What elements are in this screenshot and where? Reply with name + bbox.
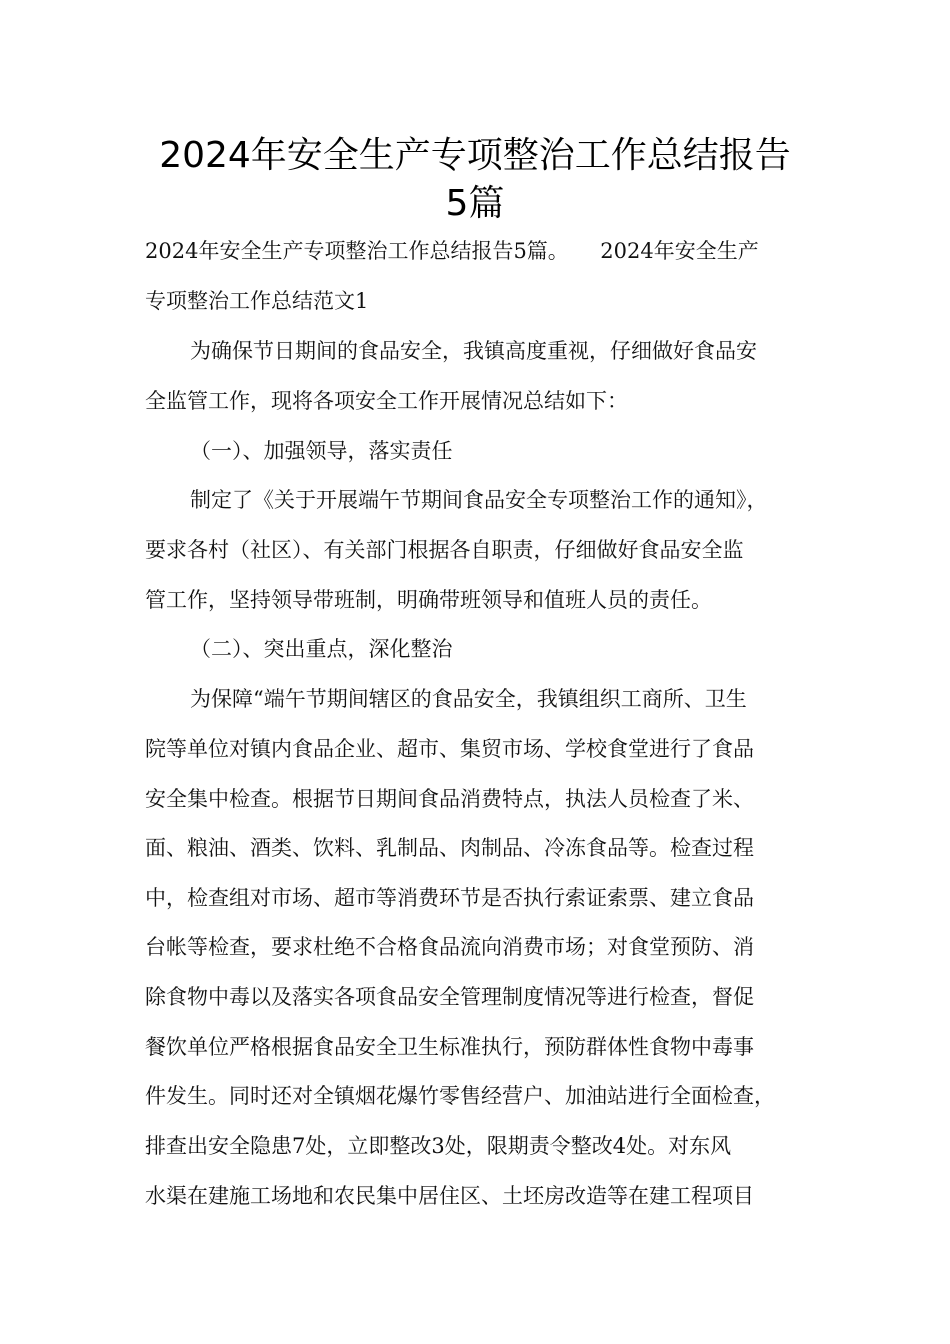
body-line: 排查出安全隐患7处，立即整改3处，限期责令整改4处。对东风 xyxy=(145,1134,732,1158)
body-line-intro-1: 2024年安全生产专项整治工作总结报告5篇。 2024年安全生产 xyxy=(145,239,759,263)
body-line: 管工作，坚持领导带班制，明确带班领导和值班人员的责任。 xyxy=(145,588,712,612)
body-line: 全监管工作，现将各项安全工作开展情况总结如下： xyxy=(145,389,628,413)
body-line: 台帐等检查，要求杜绝不合格食品流向消费市场；对食堂预防、消 xyxy=(145,935,754,959)
body-line: 件发生。同时还对全镇烟花爆竹零售经营户、加油站进行全面检查， xyxy=(145,1084,775,1108)
document-title-line-1: 2024年安全生产专项整治工作总结报告 xyxy=(159,135,791,176)
body-line: 中，检查组对市场、超市等消费环节是否执行索证索票、建立食品 xyxy=(145,886,754,910)
body-line: 除食物中毒以及落实各项食品安全管理制度情况等进行检查，督促 xyxy=(145,985,754,1009)
body-line: 制定了《关于开展端午节期间食品安全专项整治工作的通知》， xyxy=(190,488,768,512)
section-heading-1: （一）、加强领导，落实责任 xyxy=(190,439,453,463)
body-line: 安全集中检查。根据节日期间食品消费特点，执法人员检查了米、 xyxy=(145,787,754,811)
body-line: 院等单位对镇内食品企业、超市、集贸市场、学校食堂进行了食品 xyxy=(145,737,754,761)
body-line: 要求各村（社区）、有关部门根据各自职责，仔细做好食品安全监 xyxy=(145,538,744,562)
body-line: 水渠在建施工场地和农民集中居住区、土坯房改造等在建工程项目 xyxy=(145,1184,754,1208)
body-line: 面、粮油、酒类、饮料、乳制品、肉制品、冷冻食品等。检查过程 xyxy=(145,836,754,860)
body-line: 为保障“端午节期间辖区的食品安全，我镇组织工商所、卫生 xyxy=(190,687,747,711)
body-line: 为确保节日期间的食品安全，我镇高度重视，仔细做好食品安 xyxy=(190,339,757,363)
document-title-line-2: 5篇 xyxy=(445,183,505,224)
section-heading-2: （二）、突出重点，深化整治 xyxy=(190,637,453,661)
body-line: 餐饮单位严格根据食品安全卫生标准执行，预防群体性食物中毒事 xyxy=(145,1035,754,1059)
body-line-intro-2: 专项整治工作总结范文1 xyxy=(145,289,369,313)
